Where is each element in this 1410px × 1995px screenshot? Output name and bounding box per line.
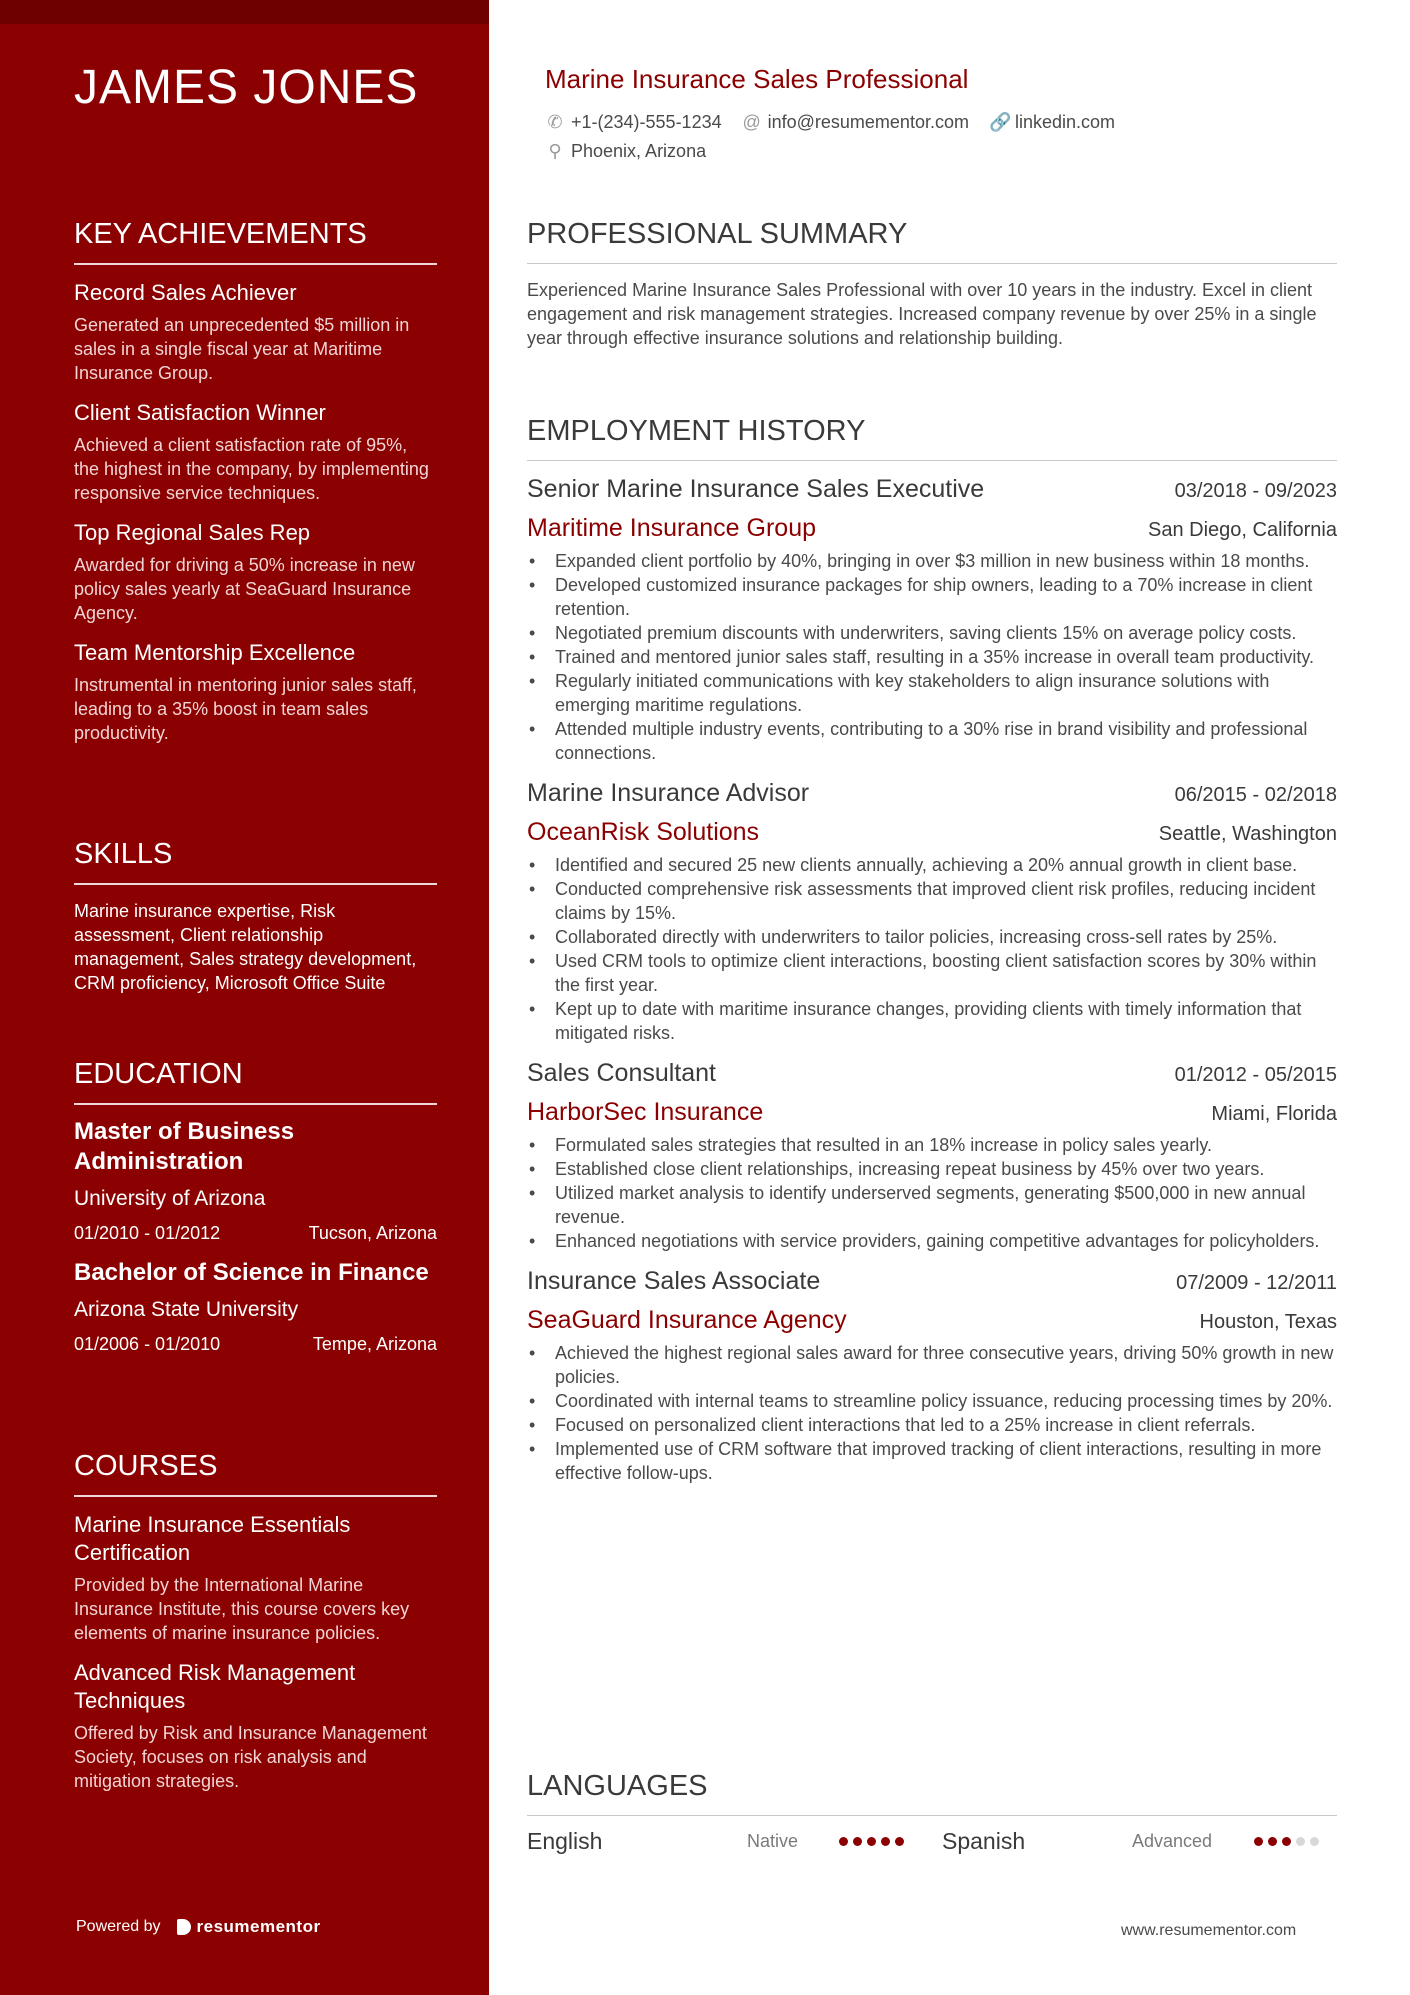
- bullet-item: • Collaborated directly with underwriters to tailor policies, increasing cross-sell rates by 25%.: [527, 925, 1337, 949]
- job-title: Marine Insurance Advisor: [527, 779, 810, 807]
- course-title: Advanced Risk Management Techniques: [74, 1660, 356, 1713]
- course-desc: Offered by Risk and Insurance Management Society, focuses on risk analysis and mitigation strategies.: [74, 1723, 427, 1791]
- achievement-item: [74, 399, 437, 505]
- email-contact[interactable]: [742, 112, 969, 133]
- email-text: info@resumementor.com: [767, 112, 969, 132]
- powered-by-label: Powered by: [76, 1918, 161, 1935]
- language-rating: [839, 1837, 904, 1846]
- sidebar-top-bar: [0, 0, 489, 24]
- skills-text: Marine insurance expertise, Risk assessment, Client relationship management, Sales strategy development, CRM proficiency, Microsoft Office Suite: [74, 901, 417, 993]
- bullet-item: • Established close client relationships, increasing repeat business by 45% over two years.: [527, 1157, 1337, 1181]
- education-item: [74, 1258, 437, 1355]
- bullet-item: • Kept up to date with maritime insurance changes, providing clients with timely information that mitigated risks.: [527, 997, 1337, 1045]
- achievement-item: [74, 639, 437, 745]
- section-heading: KEY ACHIEVEMENTS: [74, 218, 437, 265]
- rating-dot-filled: [867, 1837, 876, 1846]
- bullet-item: • Trained and mentored junior sales staff, resulting in a 35% increase in overall team productivity.: [527, 645, 1337, 669]
- phone-icon: ✆: [547, 112, 563, 132]
- job-location: Miami, Florida: [1211, 1103, 1337, 1125]
- language-level: Native: [747, 1831, 799, 1851]
- education-meta: [74, 1334, 437, 1355]
- education-item: [74, 1117, 437, 1244]
- course-item: [74, 1511, 437, 1645]
- pin-icon: ⚲: [548, 141, 562, 161]
- job-bullets: [527, 853, 1337, 1045]
- job-location: Houston, Texas: [1199, 1311, 1337, 1333]
- job-location: Seattle, Washington: [1158, 823, 1337, 845]
- professional-summary-section: [527, 218, 1337, 350]
- employment-history-section: [527, 415, 1337, 1485]
- bullet-item: • Enhanced negotiations with service providers, gaining competitive advantages for policyholders.: [527, 1229, 1337, 1253]
- brand-name: resumementor: [196, 1917, 321, 1936]
- achievement-desc: Awarded for driving a 50% increase in new policy sales yearly at SeaGuard Insurance Agency.: [74, 555, 415, 623]
- bullet-item: • Identified and secured 25 new clients annually, achieving a 20% annual growth in client base.: [527, 853, 1337, 877]
- job-dates: 07/2009 - 12/2011: [1176, 1272, 1337, 1294]
- section-heading: LANGUAGES: [527, 1770, 1337, 1816]
- rating-dot-filled: [895, 1837, 904, 1846]
- bullet-item: • Attended multiple industry events, contributing to a 30% rise in brand visibility and professional connections.: [527, 717, 1337, 765]
- job-dates: 03/2018 - 09/2023: [1174, 480, 1337, 502]
- rating-dot-empty: [1296, 1837, 1305, 1846]
- key-achievements-section: [74, 218, 437, 745]
- achievement-item: [74, 519, 437, 625]
- bullet-item: • Utilized market analysis to identify underserved segments, generating $500,000 in new annual revenue.: [527, 1181, 1337, 1229]
- job-role-title: Marine Insurance Sales Professional: [545, 64, 969, 94]
- rating-dot-empty: [1310, 1837, 1319, 1846]
- course-item: [74, 1659, 437, 1793]
- languages-section: [527, 1770, 1337, 1855]
- education-dates: 01/2006 - 01/2010: [74, 1334, 221, 1354]
- link-icon: 🔗: [988, 112, 1012, 132]
- language-item: [527, 1828, 922, 1855]
- course-title: Marine Insurance Essentials Certification: [74, 1512, 351, 1565]
- resumementor-logo[interactable]: [177, 1917, 321, 1937]
- location-text: Phoenix, Arizona: [571, 141, 707, 161]
- rating-dot-filled: [839, 1837, 848, 1846]
- rating-dot-filled: [881, 1837, 890, 1846]
- education-location: Tempe, Arizona: [312, 1334, 437, 1354]
- degree: Bachelor of Science in Finance: [74, 1259, 429, 1286]
- job-bullets: [527, 549, 1337, 765]
- language-level: Advanced: [1132, 1831, 1213, 1851]
- language-name: English: [527, 1828, 603, 1854]
- achievement-title: Record Sales Achiever: [74, 280, 297, 305]
- section-heading: SKILLS: [74, 838, 437, 885]
- resumementor-logo-icon: [177, 1919, 191, 1935]
- job-dates: 06/2015 - 02/2018: [1174, 784, 1337, 806]
- job-company: Maritime Insurance Group: [527, 514, 817, 542]
- sidebar: [0, 0, 489, 1995]
- section-heading: EDUCATION: [74, 1058, 437, 1105]
- bullet-item: • Formulated sales strategies that resulted in an 18% increase in policy sales yearly.: [527, 1133, 1337, 1157]
- job-location: San Diego, California: [1148, 519, 1337, 541]
- bullet-item: • Coordinated with internal teams to streamline policy issuance, reducing processing times by 20%.: [527, 1389, 1337, 1413]
- bullet-item: • Achieved the highest regional sales award for three consecutive years, driving 50% growth in new policies.: [527, 1341, 1337, 1389]
- at-icon: @: [742, 112, 761, 132]
- summary-text: Experienced Marine Insurance Sales Professional with over 10 years in the industry. Excel in client engagement and risk management strategies. Increased company revenue by over 25% in a single year through effective insurance solutions and relationship building.: [527, 280, 1317, 348]
- education-section: [74, 1058, 437, 1369]
- language-rating: [1254, 1837, 1319, 1846]
- achievement-desc: Achieved a client satisfaction rate of 95%, the highest in the company, by implementing responsive service techniques.: [74, 435, 429, 503]
- phone-text: +1-(234)-555-1234: [571, 112, 722, 132]
- job-entry: [527, 779, 1337, 1045]
- achievement-title: Top Regional Sales Rep: [74, 520, 311, 545]
- course-desc: Provided by the International Marine Insurance Institute, this course covers key elements of marine insurance policies.: [74, 1575, 410, 1643]
- section-heading: EMPLOYMENT HISTORY: [527, 415, 1337, 461]
- achievement-desc: Generated an unprecedented $5 million in sales in a single fiscal year at Maritime Insurance Group.: [74, 315, 410, 383]
- courses-section: [74, 1450, 437, 1793]
- candidate-name: JAMES JONES: [74, 61, 419, 114]
- job-bullets: [527, 1133, 1337, 1253]
- degree: Master of Business Administration: [74, 1118, 295, 1175]
- section-heading: PROFESSIONAL SUMMARY: [527, 218, 1337, 264]
- job-company: SeaGuard Insurance Agency: [527, 1306, 847, 1334]
- achievement-desc: Instrumental in mentoring junior sales staff, leading to a 35% boost in team sales productivity.: [74, 675, 417, 743]
- education-meta: [74, 1223, 437, 1244]
- bullet-item: • Regularly initiated communications with key stakeholders to align insurance solutions with emerging maritime regulations.: [527, 669, 1337, 717]
- school: Arizona State University: [74, 1298, 299, 1321]
- job-title: Insurance Sales Associate: [527, 1267, 821, 1295]
- rating-dot-filled: [853, 1837, 862, 1846]
- linkedin-contact[interactable]: [989, 112, 1115, 133]
- achievement-title: Client Satisfaction Winner: [74, 400, 326, 425]
- bullet-item: • Focused on personalized client interactions that led to a 25% increase in client referrals.: [527, 1413, 1337, 1437]
- powered-by: [76, 1917, 321, 1937]
- school: University of Arizona: [74, 1187, 266, 1210]
- contact-info: [545, 112, 1305, 170]
- language-name: Spanish: [942, 1828, 1026, 1854]
- rating-dot-filled: [1268, 1837, 1277, 1846]
- bullet-item: • Developed customized insurance packages for ship owners, leading to a 70% increase in client retention.: [527, 573, 1337, 621]
- location-contact: [545, 141, 706, 162]
- skills-section: [74, 838, 437, 995]
- phone-contact[interactable]: [545, 112, 722, 133]
- job-entry: [527, 1267, 1337, 1485]
- linkedin-text: linkedin.com: [1014, 112, 1116, 132]
- bullet-item: • Expanded client portfolio by 40%, bringing in over $3 million in new business within 18 months.: [527, 549, 1337, 573]
- section-heading: COURSES: [74, 1450, 437, 1497]
- job-company: OceanRisk Solutions: [527, 818, 760, 846]
- job-entry: [527, 1059, 1337, 1253]
- rating-dot-filled: [1254, 1837, 1263, 1846]
- bullet-item: • Conducted comprehensive risk assessments that improved client risk profiles, reducing incident claims by 15%.: [527, 877, 1337, 925]
- education-dates: 01/2010 - 01/2012: [74, 1223, 221, 1243]
- job-company: HarborSec Insurance: [527, 1098, 764, 1126]
- rating-dot-filled: [1282, 1837, 1291, 1846]
- job-entry: [527, 475, 1337, 765]
- education-location: Tucson, Arizona: [308, 1223, 437, 1243]
- bullet-item: • Negotiated premium discounts with underwriters, saving clients 15% on average policy costs.: [527, 621, 1337, 645]
- bullet-item: • Used CRM tools to optimize client interactions, boosting client satisfaction scores by 30% within the first year.: [527, 949, 1337, 997]
- job-title: Senior Marine Insurance Sales Executive: [527, 475, 985, 503]
- achievement-item: [74, 279, 437, 385]
- job-dates: 01/2012 - 05/2015: [1174, 1064, 1337, 1086]
- achievement-title: Team Mentorship Excellence: [74, 640, 356, 665]
- bullet-item: • Implemented use of CRM software that improved tracking of client interactions, resulting in more effective follow-ups.: [527, 1437, 1337, 1485]
- job-bullets: [527, 1341, 1337, 1485]
- language-item: [942, 1828, 1337, 1855]
- footer-url[interactable]: www.resumementor.com: [1121, 1922, 1297, 1939]
- job-title: Sales Consultant: [527, 1059, 717, 1087]
